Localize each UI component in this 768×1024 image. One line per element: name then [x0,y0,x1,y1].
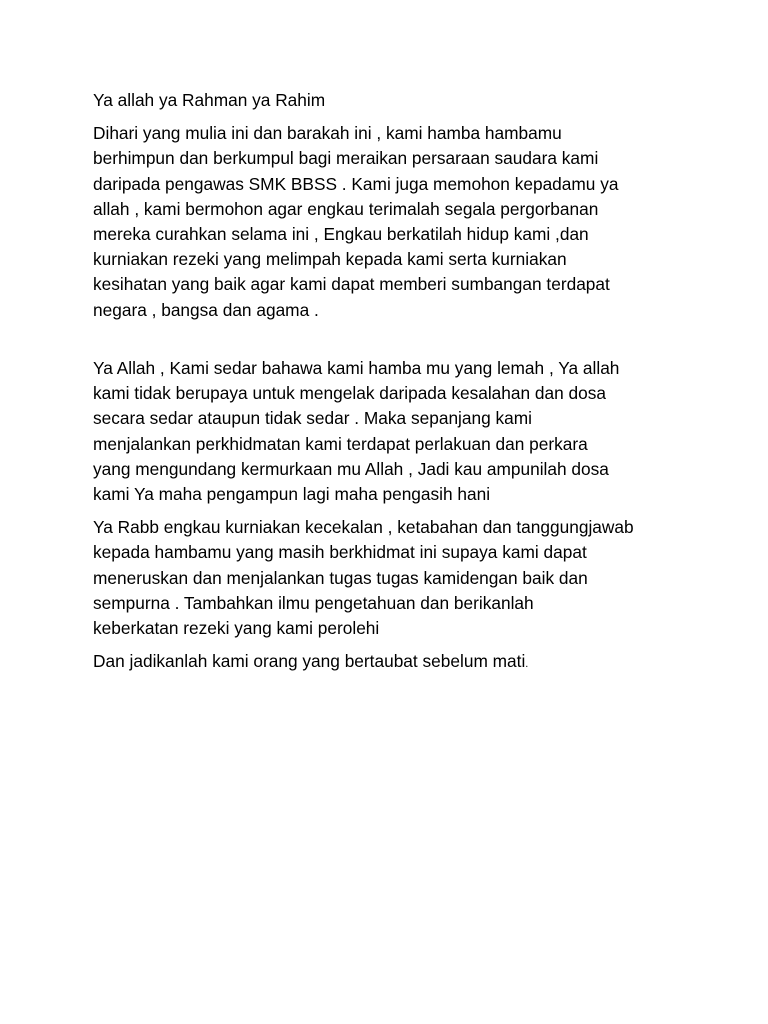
text-line: keberkatan rezeki yang kami perolehi [93,618,380,639]
text-line: kepada hambamu yang masih berkhidmat ini supaya kami dapat [93,542,587,563]
text-line: yang mengundang kermurkaan mu Allah , Jadi kau ampunilah dosa [93,458,609,479]
closing-prayer [93,649,733,677]
text-line: mereka curahkan selama ini , Engkau berkatilah hidup kami ,dan [93,224,589,245]
text-line: Ya Rabb engkau kurniakan kecekalan , ketabahan dan tanggungjawab [93,517,634,538]
opening-invocation [93,88,733,113]
text-line [93,649,733,677]
closing-line-text: Dan jadikanlah kami orang yang bertaubat sebelum mati [93,651,526,672]
text-line: menjalankan perkhidmatan kami terdapat perlakuan dan perkara [93,433,588,454]
text-line: kami tidak berupaya untuk mengelak daripada kesalahan dan dosa [93,383,607,404]
text-line: sempurna . Tambahkan ilmu pengetahuan dan berikanlah [93,592,534,613]
closing-period: . [525,658,529,671]
text-line: Ya allah ya Rahman ya Rahim [93,90,326,110]
paragraph-retirement-prayer [93,121,733,323]
paragraph-forgiveness-prayer [93,356,733,507]
text-line: kesihatan yang baik agar kami dapat memberi sumbangan terdapat [93,274,610,295]
document-body [93,88,733,685]
text-line: kurniakan rezeki yang melimpah kepada kami serta kurniakan [93,249,567,270]
text-line: daripada pengawas SMK BBSS . Kami juga memohon kepadamu ya [93,173,619,194]
paragraph-spacer [93,331,733,356]
text-line: kami Ya maha pengampun lagi maha pengasih hani [93,484,491,505]
text-line: negara , bangsa dan agama . [93,299,319,320]
text-line: berhimpun dan berkumpul bagi meraikan persaraan saudara kami [93,148,599,169]
text-line: allah , kami bermohon agar engkau terimalah segala pergorbanan [93,198,599,219]
text-line: meneruskan dan menjalankan tugas tugas kamidengan baik dan [93,567,588,588]
paragraph-strength-prayer [93,515,733,641]
text-line: Ya Allah , Kami sedar bahawa kami hamba mu yang lemah , Ya allah [93,358,620,379]
text-line: secara sedar ataupun tidak sedar . Maka sepanjang kami [93,408,533,429]
text-line: Dihari yang mulia ini dan barakah ini , kami hamba hambamu [93,123,562,144]
